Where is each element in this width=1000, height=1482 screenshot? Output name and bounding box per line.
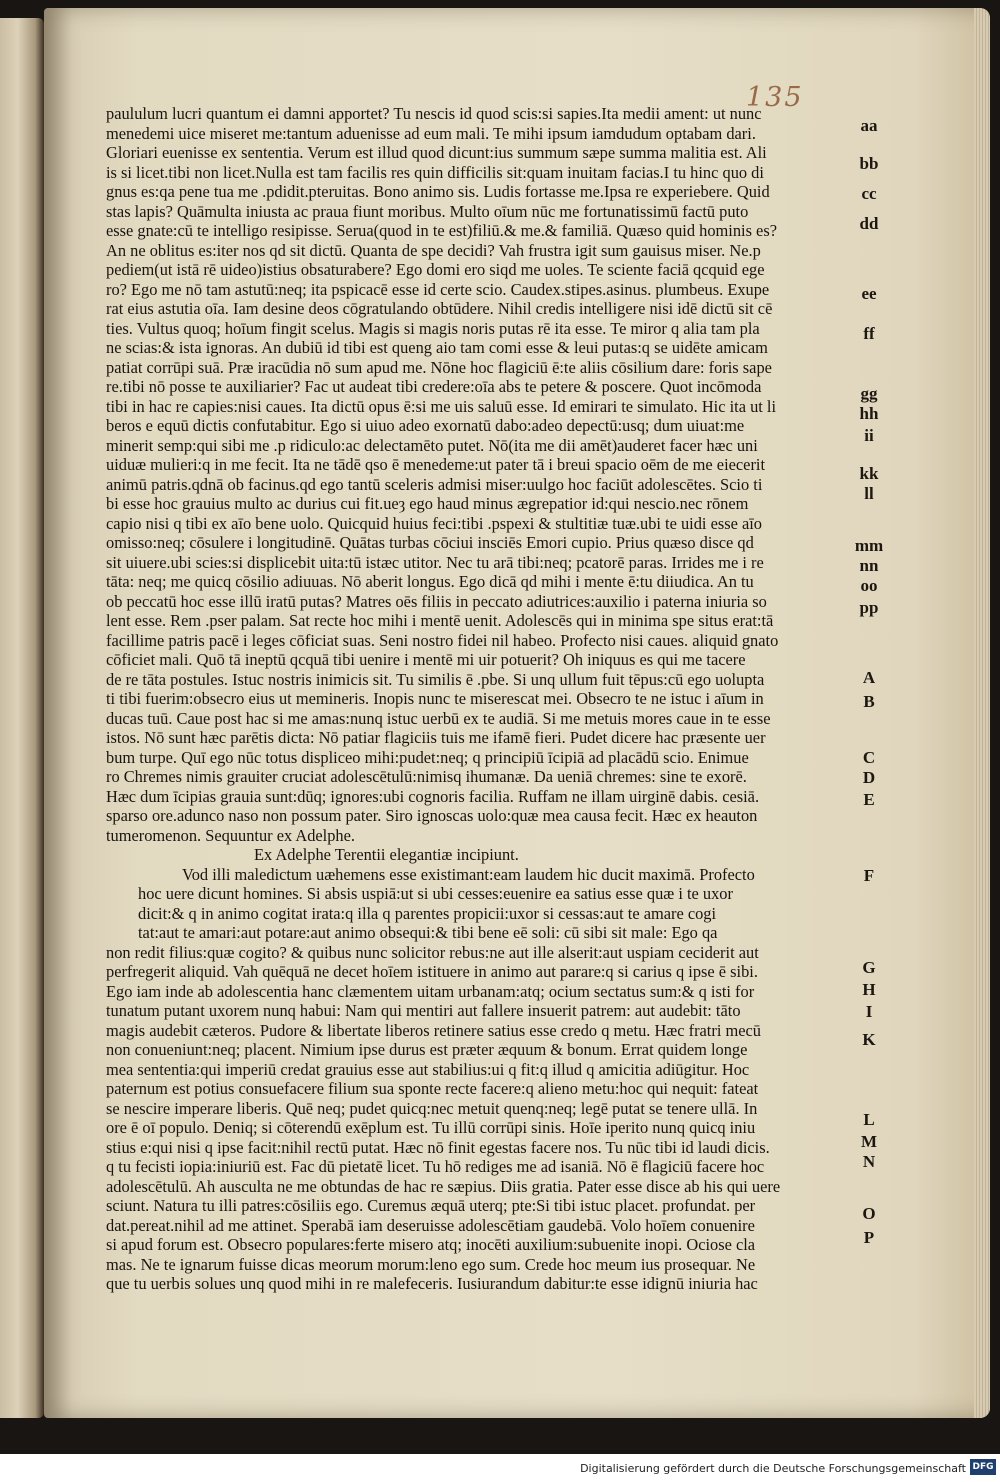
signature-mark: ee <box>861 284 877 303</box>
text-line: istos. Nō sunt hæc parētis dicta: Nō patiar flagiciis tuis me ifamē fieri. Pudet dicere hac præsente uer <box>106 728 766 747</box>
book-page <box>44 8 990 1418</box>
signature-mark: ll <box>864 484 874 503</box>
text-line: magis audebit cæteros. Pudore & libertate liberos retinere satius esse credo q metu. Hæc fratri mecū <box>106 1020 761 1040</box>
text-line: Vod illi maledictum uæhemens esse existimant:eam laudem hic ducit maximā. Profecto <box>182 864 755 884</box>
signature-mark: L <box>863 1110 875 1129</box>
text-line: mas. Ne te ignarum fuisse dicas meorum morum:leno ego sum. Crede hoc meum ius prosequar. Ne <box>106 1254 756 1274</box>
text-line: esse gnate:cū te intelligo resipisse. Serua(quod in te est)filiū.& me.& familiā. Quæso quid hominis es? <box>106 221 777 240</box>
signature-mark: nn <box>859 556 879 575</box>
text-line: ties. Vultus quoq; hoīum fingit scelus. Magis si magis noris putas rē ita esse. Te miror q alia tam pla <box>106 318 760 338</box>
signature-mark: P <box>863 1228 875 1247</box>
text-line: tibi in hac re capies:nisi caues. Ita dictū opus ē:si me uis saluū esse. Id emirari te simulato. Hic ita ut li <box>106 396 777 416</box>
text-line: tunatum putant uxorem nunq habui: Nam qui mentiri aut fallere insuerit patrem: aut audebit: tāto <box>106 1001 741 1020</box>
text-line: tat:aut te amari:aut potare:aut animo obsequi:& tibi bene eē soli: cū sibi sit male: Ego qa <box>138 923 718 942</box>
text-line: sit uiuere.ubi scies:si displicebit uita:tū istæc utitor. Nec tu arā tibi:neq; pcatorē paras. Irrides me i re <box>106 552 764 572</box>
text-line: stas lapis? Quāmulta iniusta ac praua fiunt moribus. Multo oīum nūc me fortunatissimū factū puto <box>106 201 749 221</box>
text-line: non redit filius:quæ cogito? & quibus nunc solicitor rebus:ne aut ille alserit:aut uspiam ceciderit aut <box>106 942 759 962</box>
text-line: rat eius astutia oīa. Iam desine deos cōgratulando obtūdere. Nihil credis intelligere nisi idē dictū sit cē <box>106 299 773 318</box>
signature-mark: aa <box>860 116 878 135</box>
signature-mark: kk <box>859 464 879 483</box>
text-line: q tu fecisti iopia:iniuriū est. Fac dū pietatē licet. Tu hō rediges me ad isaniā. Nō ē flagiciū facere hoc <box>106 1157 765 1176</box>
text-line: An ne oblitus es:iter nos qd sit dictū. Quanta de spe decidi? Vah frustra igit sum gauisus miser. Ne.p <box>106 240 761 260</box>
text-line: stius e:qui nisi q ipse facit:nihil rectū putat. Hæc nō finit egestas facere nos. Tu nūc tibi id laudi dicis. <box>106 1137 770 1157</box>
signature-mark: B <box>863 692 875 711</box>
text-line: non conueniunt:neq; placent. Nimium ipse durus est præter æquum & bonum. Errat quidem longe <box>106 1040 748 1059</box>
text-line: pediem(ut istā rē uideo)istius obsaturabere? Ego domi ero siqd me uoles. Te sciente faciā qcquid ege <box>106 260 765 279</box>
text-line: ro? Ego me nō tam astutū:neq; ita pspicacē esse id certe scio. Caudex.stipes.asinus. plumbeus. Exupe <box>106 279 770 299</box>
text-line: ore ē oī populo. Deniq; si cōterendū exēplum est. Tu illū corrūpi sinis. Hoīe iperito nunq quicq iniu <box>106 1118 756 1137</box>
signature-mark: dd <box>859 214 879 233</box>
signature-mark: K <box>862 1030 876 1049</box>
text-line: Ex Adelphe Terentii elegantiæ incipiunt. <box>254 845 519 864</box>
text-line: facillime patris pacē i leges cōficiat suas. Seni nostro fidei nil habeo. Profecto nisi caues. aliquid gnato <box>106 630 779 650</box>
folio-number: 135 <box>746 82 804 113</box>
signature-mark: ff <box>863 324 875 343</box>
text-line: cōficiet mali. Quō tā ineptū qcquā tibi uenire i mentē mi uir potuerit? Oh iniquus es qui me tacere <box>106 650 746 669</box>
funding-credit: Digitalisierung gefördert durch die Deutsche Forschungsgemeinschaft <box>580 1462 966 1475</box>
text-line: lent esse. Rem .pser palam. Sat recte hoc mihi i mentē uenit. Adolescēs qui in minima spe situs erat:tā <box>106 611 774 630</box>
dfg-logo: DFG <box>970 1459 996 1475</box>
text-line: paternum est potius consuefacere filium sua sponte recte facere:q alieno metu:hoc qui nequit: fateat <box>106 1079 759 1098</box>
signature-mark: I <box>865 1002 873 1021</box>
text-line: re.tibi nō posse te auxiliarier? Fac ut audeat tibi credere:oīa abs te petere & poscere. Quot incōmoda <box>106 377 762 396</box>
signature-mark: N <box>862 1152 876 1171</box>
text-line: que tu uerbis solues unq quod mihi in re malefeceris. Iusiurandum dabitur:te esse idignū iniuria hac <box>106 1274 758 1293</box>
signature-mark: E <box>863 790 875 809</box>
signature-mark: pp <box>859 598 879 617</box>
text-line: sparso ore.adunco naso non possum pater. Siro ignoscas uolo:quæ mea causa fecit. Hæc ex heauton <box>106 806 758 825</box>
signature-mark: oo <box>860 576 878 595</box>
text-line: minerit semp:qui sibi me .p ridiculo:ac delectamēto putet. Nō(ita me dii amēt)auderet facer hæc uni <box>106 435 758 455</box>
text-line: dicit:& q in animo cogitat irata:q illa q parentes propicii:uxor si cessas:aut te amare cogi <box>138 903 717 923</box>
signature-mark: ii <box>864 426 874 445</box>
text-line: capio nisi q tibi ex aīo bene uolo. Quicquid huius feci:tibi .pspexi & stultitiæ tuæ.ubi te uidi esse aīo <box>106 513 763 533</box>
text-line: ne scias:& ista ignoras. An dubiū id tibi est queng aio tam comi esse & leui putas:q se uidēte amicam <box>106 338 768 357</box>
text-line: Gloriari euenisse ex sententia. Verum est illud quod dicunt:ius summum sæpe summa malitia est. Ali <box>106 143 767 162</box>
text-line: bum turpe. Quī ego nūc totus displiceo mihi:pudet:neq; q principiū īcipiā ad placādū scio. Enimue <box>106 747 749 767</box>
signature-mark: D <box>862 768 876 787</box>
text-line: si apud forum est. Obsecro populares:ferte misero atq; inocēti auxilium:subuenite inopi. Ociose cla <box>106 1235 756 1254</box>
text-line: gnus es:qa pene tua me .pdidit.pteruitas. Bono animo sis. Ludis fortasse me.Ipsa re experiebere. Quid <box>106 182 770 201</box>
signature-mark: C <box>862 748 876 767</box>
text-line: ducas tuū. Caue post hac si me amas:nunq istuc uerbū ex te audiā. Si me metuis mores caue in te esse <box>106 708 771 728</box>
signature-mark: mm <box>854 536 884 555</box>
text-line: beros e equū dictis confutabitur. Ego si uiuo adeo exornatū dabo:adeo depectū:usq; dum uiuat:me <box>106 416 745 435</box>
text-line: tāta: neq; me quicq cōsilio adiuuas. Nō aberit longus. Ego dicā qd mihi i mente ē:tu diiudica. An tu <box>106 572 754 591</box>
text-line: de re tāta postules. Istuc nostris inimicis sit. Tu similis ē .pbe. Si unq ullum fuit tēpus:cū ego uolupta <box>106 669 765 689</box>
signature-mark: bb <box>859 154 879 173</box>
signature-marks-column <box>44 8 990 1418</box>
signature-mark: G <box>862 958 876 977</box>
signature-mark: H <box>862 980 876 999</box>
text-line: hoc uere dicunt homines. Si absis uspiā:ut si ubi cesses:euenire ea satius esse quæ i te uxor <box>138 884 733 903</box>
text-line: ro Chremes nimis grauiter cruciat adolescētulū:nimisq ihumanæ. Da ueniā chremes: sine te exorē. <box>106 767 747 786</box>
text-line: is si licet.tibi non licet.Nulla est tam facilis res quin difficilis sit:quam inuitam facias.I tu hinc quo di <box>106 162 764 182</box>
text-line: ob peccatū hoc esse illū iratū putas? Matres oēs filiis in peccato adiutrices:auxilio i paterna iniuria so <box>106 591 767 611</box>
signature-mark: hh <box>859 404 879 423</box>
text-line: Ego iam inde ab adolescentia hanc clæmentem uitam urbanam:atq; ocium sectatus sum:& q isti for <box>106 981 755 1001</box>
signature-mark: gg <box>860 384 878 403</box>
text-line: tumeromenon. Sequuntur ex Adelphe. <box>106 825 355 845</box>
signature-mark: F <box>863 866 875 885</box>
text-line: uiduæ mulieri:q in me fecit. Ita ne tādē qso ē menedeme:ut pater tā i breui spacio oēm de me eiecerit <box>106 455 766 474</box>
text-line: menedemi uice miseret me:tantum aduenisse ad eum mali. Te mihi ipsum iamdudum optabam dari. <box>106 123 756 143</box>
footer-bar <box>0 1454 1000 1482</box>
text-line: bi esse hoc grauius multo ac durius cui fit.ueȝ ego haud minus ægrepatior id:qui nescio.nec rōnem <box>106 494 749 513</box>
text-line: Hæc dum īcipias grauia sunt:dūq; ignores:ubi cognoris facilia. Ruffam ne illam uirginē dabis. cesiā. <box>106 786 760 806</box>
text-line: perfregerit aliquid. Vah quēquā ne decet hoīem istituere in animo aut parare:q si carius q ipse ē sibi. <box>106 962 758 981</box>
text-line: patiat corrūpi suā. Præ iracūdia nō sum apud me. Nōne hoc flagiciū ē:te aliis cōsilium dare: foris sape <box>106 357 772 377</box>
text-line: sciunt. Natura tu illi patres:cōsiliis ego. Curemus æquā uterq; pte:Si tibi istuc placet. profundat. per <box>106 1196 756 1215</box>
text-line: dat.pereat.nihil ad me attinet. Sperabā iam deseruisse adolescētiam gaudebā. Volo hoīem conuenire <box>106 1215 755 1235</box>
signature-mark: cc <box>861 184 877 203</box>
text-line: adolescētulū. Ah ausculta ne me obtundas de hac re sæpius. Diis gratia. Pater esse disce ab his qui uere <box>106 1176 781 1196</box>
facing-page-edge <box>0 18 44 1418</box>
signature-mark: O <box>862 1204 876 1223</box>
text-line: mea sententia:qui imperiū credat grauius esse aut stabilius:ui q fit:q illud q amicitia adiūgitur. Hoc <box>106 1059 750 1079</box>
text-line: se nescire imperare liberis. Quē neq; pudet quicq:nec metuit quenq:neq; legē putat se tenere ullā. In <box>106 1098 758 1118</box>
text-line: paululum lucri quantum ei damni apportet? Tu nescis id quod scis:si sapies.Ita medii ament: ut nunc <box>106 104 762 123</box>
text-line: ti tibi fuerim:obsecro eius ut memineris. Inopis nunc te miserescat mei. Obsecro te ne istuc i aīum in <box>106 689 764 708</box>
text-line: omisso:neq; cōsulere i longitudinē. Quātas turbas cōciui insciēs Emori cupio. Prius quæso disce qd <box>106 533 754 552</box>
signature-mark: M <box>860 1132 878 1151</box>
signature-mark: A <box>862 668 876 687</box>
text-line: animū patris.qdnā ob facinus.qd ego tantū sceleris admisi miser:uulgo hoc faciūt adolescētes. Scio ti <box>106 474 763 494</box>
